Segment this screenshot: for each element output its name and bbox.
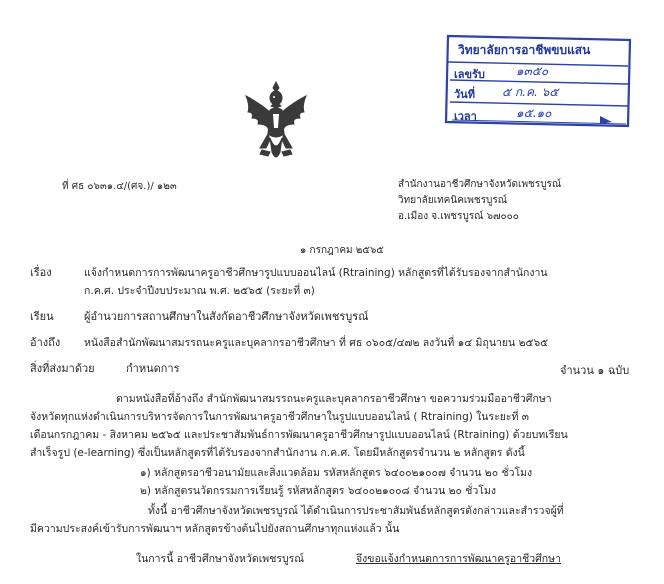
body-line: จังหวัดทุกแห่งดำเนินการบริหารจัดการในการพัฒนาครูอาชีวศึกษาในรูปแบบออนไลน์ ( Rtraining) ในระยะที่ ๓ (30, 411, 529, 423)
subject-label: เรื่อง (30, 266, 52, 279)
body-line: มีความประสงค์เข้ารับการพัฒนาฯ หลักสูตรข้างต้นไปยังสถานศึกษาทุกแห่งแล้ว นั้น (30, 523, 400, 535)
course-list-item: ๑) หลักสูตรอาชีวอนามัยและสิ่งแวดล้อม รหัสหลักสูตร ๖๔๐๐๒๑๐๐๗ จำนวน ๒๐ ชั่วโมง (140, 467, 533, 479)
course-list-item: ๒) หลักสูตรนวัตกรรมการเรียนรู้ รหัสหลักสูตร ๖๔๐๐๒๑๐๐๘ จำนวน ๒๐ ชั่วโมง (140, 485, 496, 497)
receive-stamp (442, 32, 638, 130)
cut-off-line (30, 574, 590, 580)
stamp-date-value: ๕ ก.ค. ๖๕ (502, 85, 559, 99)
reference-text: หนังสือสำนักพัฒนาสมรรถนะครูและบุคลากรอาชีวศึกษา ที่ ศธ ๐๖๐๕/๔๗๒ ลงวันที่ ๑๔ มิถุนายน ๒๕๖๕ (84, 337, 549, 349)
stamp-time-value: ๑๕.๑๐ (516, 106, 552, 120)
reference-label: อ้างถึง (30, 336, 61, 349)
body-line: เดือนกรกฎาคม - สิงหาคม ๒๕๖๕ และประชาสัมพันธ์การพัฒนาครูอาชีวศึกษารูปแบบออนไลน์ (Rtraining) ด้วยบทเรียน (30, 429, 568, 441)
issuer-line: สำนักงานอาชีวศึกษาจังหวัดเพชรบูรณ์ (398, 179, 562, 190)
body-line: ตามหนังสือที่อ้างถึง สำนักพัฒนาสมรรถนะครูและบุคลากรอาชีวศึกษา ขอความร่วมมืออาชีวศึกษา (116, 393, 552, 405)
stamp-receive-label: เลขรับ (454, 68, 485, 81)
salutation-label: เรียน (30, 310, 54, 323)
body-line: ทั้งนี้ อาชีวศึกษาจังหวัดเพชรบูรณ์ ได้ดำเนินการประชาสัมพันธ์หลักสูตรดังกล่าวและสำรวจผู้ที่ (148, 505, 564, 517)
stamp-time-label: เวลา (454, 110, 477, 123)
body-line-underlined: จึงขอแจ้งกำหนดการการพัฒนาครูอาชีวศึกษา (356, 553, 561, 565)
stamp-receive-number: ๑๓๕๐ (516, 64, 549, 78)
enclosure-count: จำนวน ๑ ฉบับ (560, 364, 630, 377)
document-date: ๑ กรกฎาคม ๒๕๖๕ (300, 245, 384, 256)
issuer-line: วิทยาลัยเทคนิคเพชรบูรณ์ (398, 195, 508, 206)
enclosure-label: สิ่งที่ส่งมาด้วย (30, 362, 95, 375)
salutation-text: ผู้อำนวยการสถานศึกษาในสังกัดอาชีวศึกษาจังหวัดเพชรบูรณ์ (84, 310, 369, 323)
reference-number: ที่ ศธ ๐๖๓๑.๔/(ศจ.)/ ๑๒๓ (62, 181, 177, 192)
issuer-line: อ.เมือง จ.เพชรบูรณ์ ๖๗๐๐๐ (398, 211, 519, 222)
subject-line: แจ้งกำหนดการการพัฒนาครูอาชีวศึกษารูปแบบออนไลน์ (Rtraining) หลักสูตรที่ได้รับรองจากสำนักงาน (84, 267, 548, 279)
body-line: สำเร็จรูป (e-learning) ซึ่งเป็นหลักสูตรที่ได้รับรองจากสำนักงาน ก.ค.ศ. โดยมีหลักสูตรจำนวน ๒ หลักสูตร ดังนี้ (30, 447, 525, 459)
stamp-date-label: วันที่ (454, 88, 475, 101)
stamp-college-name: วิทยาลัยการอาชีพขบแสน (458, 43, 591, 57)
subject-line: ก.ค.ศ. ประจำปีงบประมาณ พ.ศ. ๒๕๖๕ (ระยะที่ ๓) (84, 285, 315, 297)
garuda-emblem-icon (240, 78, 312, 168)
body-line-start: ในการนี้ อาชีวศึกษาจังหวัดเพชรบูรณ์ (136, 553, 305, 565)
enclosure-text: กำหนดการ (126, 362, 180, 375)
